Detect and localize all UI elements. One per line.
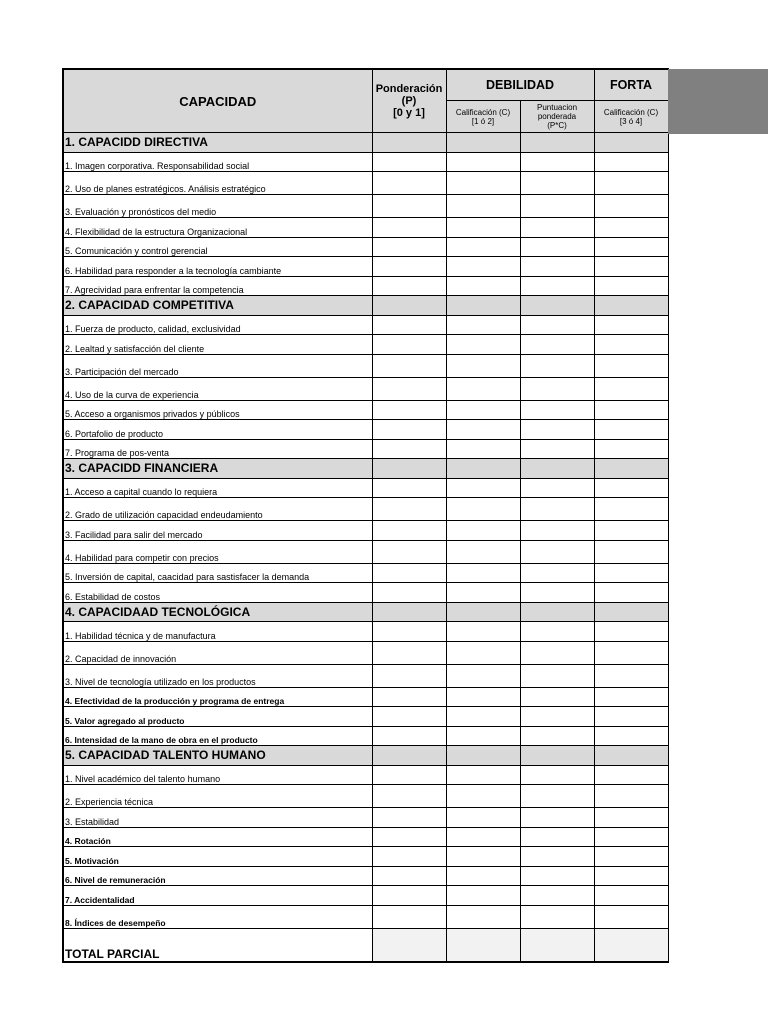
item-label: 1. Imagen corporativa. Responsabilidad social — [63, 152, 372, 172]
value-cell[interactable] — [372, 315, 446, 335]
value-cell[interactable] — [372, 335, 446, 355]
value-cell[interactable] — [594, 540, 668, 563]
item-label: 4. Flexibilidad de la estructura Organizacional — [63, 218, 372, 238]
item-row — [63, 808, 668, 828]
value-cell[interactable] — [372, 726, 446, 746]
section-row — [63, 459, 668, 479]
item-label: 2. Lealtad y satisfacción del cliente — [63, 335, 372, 355]
item-row — [63, 866, 668, 886]
value-cell[interactable] — [446, 765, 520, 785]
item-row — [63, 726, 668, 746]
value-cell[interactable] — [446, 459, 520, 479]
value-cell[interactable] — [520, 583, 594, 603]
item-row — [63, 152, 668, 172]
value-cell[interactable] — [520, 827, 594, 847]
value-cell[interactable] — [372, 687, 446, 707]
item-row — [63, 540, 668, 563]
item-row — [63, 622, 668, 642]
item-label: 1. Fuerza de producto, calidad, exclusividad — [63, 315, 372, 335]
value-cell[interactable] — [372, 420, 446, 440]
value-cell[interactable] — [446, 583, 520, 603]
value-cell[interactable] — [594, 866, 668, 886]
value-cell[interactable] — [372, 439, 446, 459]
value-cell[interactable] — [372, 354, 446, 377]
value-cell[interactable] — [520, 478, 594, 498]
value-cell[interactable] — [446, 400, 520, 420]
value-cell[interactable] — [594, 746, 668, 766]
value-cell[interactable] — [446, 276, 520, 296]
item-row — [63, 641, 668, 664]
value-cell[interactable] — [594, 707, 668, 727]
header-debilidad: DEBILIDAD — [446, 69, 594, 101]
value-cell[interactable] — [594, 315, 668, 335]
value-cell[interactable] — [594, 687, 668, 707]
value-cell[interactable] — [446, 237, 520, 257]
value-cell[interactable] — [594, 847, 668, 867]
value-cell[interactable] — [594, 296, 668, 316]
value-cell[interactable] — [520, 726, 594, 746]
value-cell[interactable] — [520, 866, 594, 886]
item-label: 6. Intensidad de la mano de obra en el producto — [63, 726, 372, 746]
value-cell[interactable] — [446, 152, 520, 172]
value-cell[interactable] — [594, 563, 668, 583]
value-cell[interactable] — [446, 315, 520, 335]
value-cell[interactable] — [594, 133, 668, 153]
value-cell[interactable] — [520, 195, 594, 218]
value-cell[interactable] — [594, 335, 668, 355]
header-ponderacion: Ponderación (P) [0 y 1] — [372, 69, 446, 133]
value-cell[interactable] — [372, 400, 446, 420]
section-title: 1. CAPACIDD DIRECTIVA — [63, 133, 372, 153]
value-cell[interactable] — [520, 928, 594, 962]
item-label: 5. Acceso a organismos privados y públicos — [63, 400, 372, 420]
value-cell[interactable] — [446, 808, 520, 828]
total-row — [63, 928, 668, 962]
value-cell[interactable] — [372, 707, 446, 727]
value-cell[interactable] — [594, 521, 668, 541]
value-cell[interactable] — [372, 622, 446, 642]
value-cell[interactable] — [446, 905, 520, 928]
section-title: 4. CAPACIDAAD TECNOLÓGICA — [63, 602, 372, 622]
value-cell[interactable] — [594, 257, 668, 277]
value-cell[interactable] — [520, 237, 594, 257]
value-cell[interactable] — [372, 563, 446, 583]
item-row — [63, 315, 668, 335]
value-cell[interactable] — [520, 152, 594, 172]
section-title: 3. CAPACIDD FINANCIERA — [63, 459, 372, 479]
value-cell[interactable] — [372, 152, 446, 172]
section-title: 5. CAPACIDAD TALENTO HUMANO — [63, 746, 372, 766]
value-cell[interactable] — [520, 459, 594, 479]
item-row — [63, 785, 668, 808]
value-cell[interactable] — [520, 315, 594, 335]
item-label: 5. Comunicación y control gerencial — [63, 237, 372, 257]
value-cell[interactable] — [372, 746, 446, 766]
value-cell[interactable] — [372, 785, 446, 808]
value-cell[interactable] — [446, 521, 520, 541]
item-row — [63, 498, 668, 521]
item-row — [63, 905, 668, 928]
header-debilidad-puntuacion: Puntuacion ponderada (P*C) — [520, 101, 594, 133]
item-label: 3. Nivel de tecnología utilizado en los productos — [63, 664, 372, 687]
item-label: 7. Programa de pos-venta — [63, 439, 372, 459]
value-cell[interactable] — [594, 664, 668, 687]
value-cell[interactable] — [372, 847, 446, 867]
item-row — [63, 439, 668, 459]
value-cell[interactable] — [446, 785, 520, 808]
value-cell[interactable] — [520, 707, 594, 727]
value-cell[interactable] — [520, 257, 594, 277]
capacity-matrix-sheet — [62, 68, 668, 963]
value-cell[interactable] — [446, 847, 520, 867]
item-label: 7. Agrecividad para enfrentar la competencia — [63, 276, 372, 296]
value-cell[interactable] — [594, 400, 668, 420]
value-cell[interactable] — [594, 808, 668, 828]
header-fortaleza-calificacion: Calificación (C) [3 ó 4] — [594, 101, 668, 133]
item-label: 2. Grado de utilización capacidad endeudamiento — [63, 498, 372, 521]
column-overflow-bar — [668, 69, 768, 134]
value-cell[interactable] — [372, 583, 446, 603]
value-cell[interactable] — [520, 400, 594, 420]
total-label: TOTAL PARCIAL — [63, 928, 372, 962]
item-label: 1. Habilidad técnica y de manufactura — [63, 622, 372, 642]
value-cell[interactable] — [520, 377, 594, 400]
item-label: 3. Estabilidad — [63, 808, 372, 828]
value-cell[interactable] — [372, 866, 446, 886]
value-cell[interactable] — [372, 172, 446, 195]
value-cell[interactable] — [446, 195, 520, 218]
value-cell[interactable] — [520, 420, 594, 440]
value-cell[interactable] — [446, 172, 520, 195]
value-cell[interactable] — [372, 827, 446, 847]
value-cell[interactable] — [520, 296, 594, 316]
matrix-body — [63, 133, 668, 962]
item-label: 4. Habilidad para competir con precios — [63, 540, 372, 563]
value-cell[interactable] — [446, 602, 520, 622]
section-row — [63, 133, 668, 153]
value-cell[interactable] — [372, 133, 446, 153]
item-label: 6. Nivel de remuneración — [63, 866, 372, 886]
item-row — [63, 707, 668, 727]
value-cell[interactable] — [520, 847, 594, 867]
value-cell[interactable] — [594, 498, 668, 521]
value-cell[interactable] — [520, 498, 594, 521]
value-cell[interactable] — [446, 377, 520, 400]
item-label: 2. Uso de planes estratégicos. Análisis estratégico — [63, 172, 372, 195]
item-label: 4. Rotación — [63, 827, 372, 847]
value-cell[interactable] — [372, 218, 446, 238]
value-cell[interactable] — [520, 439, 594, 459]
value-cell[interactable] — [372, 276, 446, 296]
item-row — [63, 400, 668, 420]
value-cell[interactable] — [594, 602, 668, 622]
value-cell[interactable] — [594, 377, 668, 400]
item-label: 7. Accidentalidad — [63, 886, 372, 906]
value-cell[interactable] — [372, 928, 446, 962]
value-cell[interactable] — [594, 928, 668, 962]
value-cell[interactable] — [372, 664, 446, 687]
item-row — [63, 563, 668, 583]
section-row — [63, 602, 668, 622]
header-fortaleza: FORTA — [594, 69, 668, 101]
value-cell[interactable] — [446, 354, 520, 377]
value-cell[interactable] — [446, 563, 520, 583]
item-label: 6. Estabilidad de costos — [63, 583, 372, 603]
value-cell[interactable] — [372, 478, 446, 498]
value-cell[interactable] — [594, 583, 668, 603]
value-cell[interactable] — [520, 622, 594, 642]
item-label: 6. Habilidad para responder a la tecnología cambiante — [63, 257, 372, 277]
capacity-matrix-table — [62, 68, 669, 963]
item-label: 3. Evaluación y pronósticos del medio — [63, 195, 372, 218]
value-cell[interactable] — [520, 521, 594, 541]
item-row — [63, 886, 668, 906]
item-label: 2. Experiencia técnica — [63, 785, 372, 808]
item-label: 1. Nivel académico del talento humano — [63, 765, 372, 785]
value-cell[interactable] — [372, 296, 446, 316]
value-cell[interactable] — [372, 808, 446, 828]
value-cell[interactable] — [594, 459, 668, 479]
value-cell[interactable] — [372, 521, 446, 541]
value-cell[interactable] — [594, 172, 668, 195]
value-cell[interactable] — [520, 785, 594, 808]
value-cell[interactable] — [446, 707, 520, 727]
value-cell[interactable] — [372, 377, 446, 400]
value-cell[interactable] — [594, 905, 668, 928]
value-cell[interactable] — [594, 765, 668, 785]
value-cell[interactable] — [446, 687, 520, 707]
item-row — [63, 195, 668, 218]
item-row — [63, 237, 668, 257]
section-title: 2. CAPACIDAD COMPETITIVA — [63, 296, 372, 316]
value-cell[interactable] — [520, 172, 594, 195]
value-cell[interactable] — [446, 420, 520, 440]
value-cell[interactable] — [446, 296, 520, 316]
item-label: 2. Capacidad de innovación — [63, 641, 372, 664]
value-cell[interactable] — [446, 886, 520, 906]
header-capacidad: CAPACIDAD — [63, 69, 372, 133]
value-cell[interactable] — [520, 218, 594, 238]
item-row — [63, 354, 668, 377]
value-cell[interactable] — [520, 354, 594, 377]
value-cell[interactable] — [446, 439, 520, 459]
value-cell[interactable] — [446, 218, 520, 238]
item-row — [63, 218, 668, 238]
value-cell[interactable] — [446, 257, 520, 277]
value-cell[interactable] — [372, 540, 446, 563]
item-label: 1. Acceso a capital cuando lo requiera — [63, 478, 372, 498]
value-cell[interactable] — [446, 726, 520, 746]
value-cell[interactable] — [372, 257, 446, 277]
value-cell[interactable] — [520, 905, 594, 928]
value-cell[interactable] — [446, 827, 520, 847]
item-label: 6. Portafolio de producto — [63, 420, 372, 440]
item-label: 5. Motivación — [63, 847, 372, 867]
item-row — [63, 847, 668, 867]
value-cell[interactable] — [594, 478, 668, 498]
value-cell[interactable] — [372, 765, 446, 785]
value-cell[interactable] — [372, 237, 446, 257]
value-cell[interactable] — [594, 237, 668, 257]
value-cell[interactable] — [520, 746, 594, 766]
value-cell[interactable] — [594, 439, 668, 459]
value-cell[interactable] — [520, 335, 594, 355]
value-cell[interactable] — [520, 808, 594, 828]
value-cell[interactable] — [372, 641, 446, 664]
value-cell[interactable] — [594, 276, 668, 296]
value-cell[interactable] — [446, 641, 520, 664]
item-row — [63, 521, 668, 541]
item-label: 3. Facilidad para salir del mercado — [63, 521, 372, 541]
value-cell[interactable] — [594, 420, 668, 440]
value-cell[interactable] — [446, 746, 520, 766]
header-debilidad-calificacion: Calificación (C) [1 ó 2] — [446, 101, 520, 133]
value-cell[interactable] — [594, 152, 668, 172]
value-cell[interactable] — [520, 765, 594, 785]
value-cell[interactable] — [594, 195, 668, 218]
item-row — [63, 478, 668, 498]
value-cell[interactable] — [594, 622, 668, 642]
item-row — [63, 377, 668, 400]
value-cell[interactable] — [372, 602, 446, 622]
value-cell[interactable] — [446, 498, 520, 521]
value-cell[interactable] — [594, 354, 668, 377]
value-cell[interactable] — [446, 928, 520, 962]
value-cell[interactable] — [446, 622, 520, 642]
item-row — [63, 257, 668, 277]
item-row — [63, 687, 668, 707]
value-cell[interactable] — [520, 886, 594, 906]
value-cell[interactable] — [372, 459, 446, 479]
value-cell[interactable] — [446, 335, 520, 355]
item-row — [63, 664, 668, 687]
value-cell[interactable] — [594, 886, 668, 906]
item-row — [63, 765, 668, 785]
item-row — [63, 827, 668, 847]
value-cell[interactable] — [520, 602, 594, 622]
value-cell[interactable] — [446, 866, 520, 886]
value-cell[interactable] — [594, 218, 668, 238]
value-cell[interactable] — [520, 276, 594, 296]
value-cell[interactable] — [372, 886, 446, 906]
value-cell[interactable] — [520, 563, 594, 583]
value-cell[interactable] — [372, 498, 446, 521]
item-label: 3. Participación del mercado — [63, 354, 372, 377]
item-label: 5. Inversión de capital, caacidad para sastisfacer la demanda — [63, 563, 372, 583]
item-label: 5. Valor agregado al producto — [63, 707, 372, 727]
value-cell[interactable] — [520, 540, 594, 563]
section-row — [63, 746, 668, 766]
value-cell[interactable] — [520, 687, 594, 707]
value-cell[interactable] — [594, 726, 668, 746]
value-cell[interactable] — [594, 785, 668, 808]
item-label: 8. Índices de desempeño — [63, 905, 372, 928]
item-row — [63, 583, 668, 603]
value-cell[interactable] — [520, 664, 594, 687]
item-row — [63, 276, 668, 296]
value-cell[interactable] — [520, 641, 594, 664]
value-cell[interactable] — [446, 664, 520, 687]
value-cell[interactable] — [372, 195, 446, 218]
section-row — [63, 296, 668, 316]
value-cell[interactable] — [520, 133, 594, 153]
item-label: 4. Uso de la curva de experiencia — [63, 377, 372, 400]
item-row — [63, 172, 668, 195]
value-cell[interactable] — [446, 133, 520, 153]
value-cell[interactable] — [446, 478, 520, 498]
item-row — [63, 420, 668, 440]
item-row — [63, 335, 668, 355]
item-label: 4. Efectividad de la producción y programa de entrega — [63, 687, 372, 707]
value-cell[interactable] — [594, 827, 668, 847]
value-cell[interactable] — [594, 641, 668, 664]
value-cell[interactable] — [446, 540, 520, 563]
value-cell[interactable] — [372, 905, 446, 928]
